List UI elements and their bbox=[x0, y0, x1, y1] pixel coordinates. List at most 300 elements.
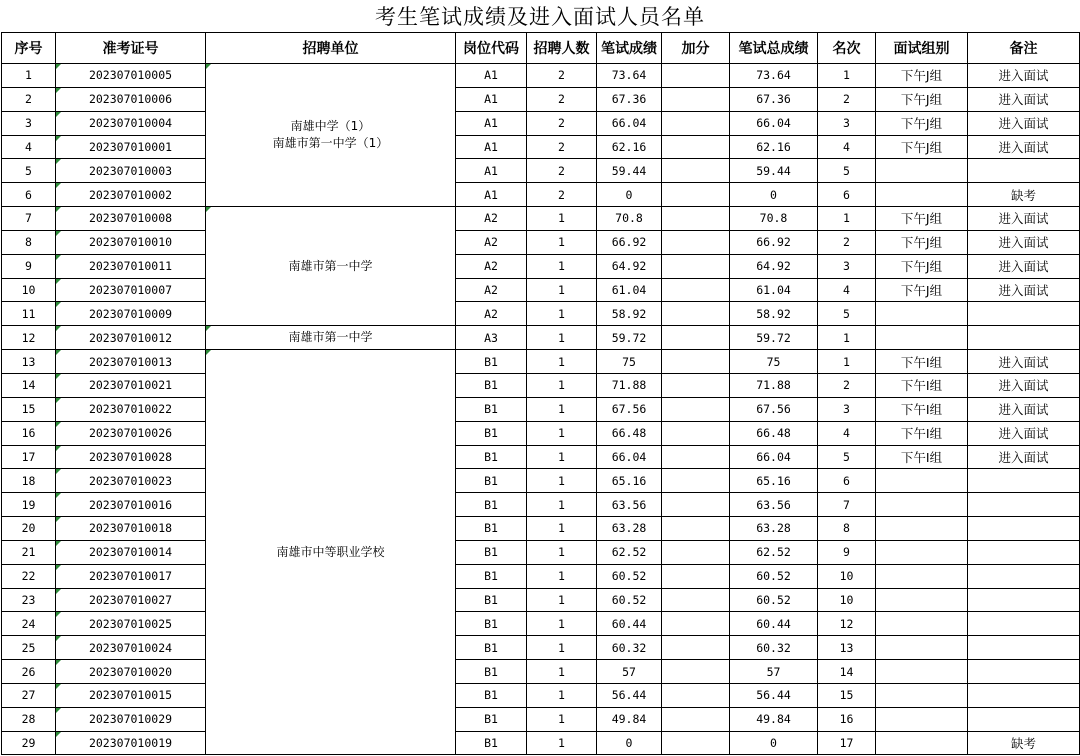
bonus-cell bbox=[662, 397, 730, 421]
rank-cell: 6 bbox=[818, 183, 876, 207]
table-row bbox=[2, 254, 1080, 278]
rank-cell: 3 bbox=[818, 111, 876, 135]
exam-id-cell: 202307010020 bbox=[56, 660, 206, 684]
exam-id-cell: 202307010015 bbox=[56, 683, 206, 707]
header-cell: 笔试成绩 bbox=[597, 33, 662, 64]
rank-cell: 3 bbox=[818, 254, 876, 278]
total-score-cell: 63.28 bbox=[730, 517, 818, 541]
hire-count-cell: 2 bbox=[527, 87, 597, 111]
written-score-cell: 62.52 bbox=[597, 540, 662, 564]
exam-id-cell: 202307010018 bbox=[56, 517, 206, 541]
remark-cell: 进入面试 bbox=[968, 397, 1080, 421]
table-row bbox=[2, 540, 1080, 564]
table-row bbox=[2, 588, 1080, 612]
interview-group-cell: 下午J组 bbox=[876, 64, 968, 88]
hire-count-cell: 1 bbox=[527, 683, 597, 707]
exam-id-cell: 202307010008 bbox=[56, 207, 206, 231]
interview-group-cell: 下午J组 bbox=[876, 111, 968, 135]
exam-id-cell: 202307010029 bbox=[56, 707, 206, 731]
rank-cell: 8 bbox=[818, 517, 876, 541]
exam-id-cell: 202307010007 bbox=[56, 278, 206, 302]
hire-count-cell: 1 bbox=[527, 326, 597, 350]
serial-cell: 27 bbox=[2, 683, 56, 707]
interview-group-cell bbox=[876, 540, 968, 564]
rank-cell: 16 bbox=[818, 707, 876, 731]
bonus-cell bbox=[662, 517, 730, 541]
total-score-cell: 59.72 bbox=[730, 326, 818, 350]
remark-cell bbox=[968, 683, 1080, 707]
written-score-cell: 70.8 bbox=[597, 207, 662, 231]
exam-id-cell: 202307010019 bbox=[56, 731, 206, 755]
serial-cell: 22 bbox=[2, 564, 56, 588]
rank-cell: 15 bbox=[818, 683, 876, 707]
hire-count-cell: 1 bbox=[527, 612, 597, 636]
exam-id-cell: 202307010010 bbox=[56, 230, 206, 254]
header-row bbox=[2, 33, 1080, 64]
remark-cell: 进入面试 bbox=[968, 87, 1080, 111]
bonus-cell bbox=[662, 207, 730, 231]
bonus-cell bbox=[662, 660, 730, 684]
total-score-cell: 60.44 bbox=[730, 612, 818, 636]
bonus-cell bbox=[662, 540, 730, 564]
hire-count-cell: 1 bbox=[527, 564, 597, 588]
interview-group-cell: 下午I组 bbox=[876, 350, 968, 374]
position-code-cell: B1 bbox=[456, 612, 527, 636]
interview-group-cell: 下午J组 bbox=[876, 254, 968, 278]
position-code-cell: B1 bbox=[456, 350, 527, 374]
bonus-cell bbox=[662, 636, 730, 660]
position-code-cell: B1 bbox=[456, 493, 527, 517]
header-cell: 加分 bbox=[662, 33, 730, 64]
table-row bbox=[2, 636, 1080, 660]
hire-count-cell: 1 bbox=[527, 278, 597, 302]
serial-cell: 1 bbox=[2, 64, 56, 88]
position-code-cell: B1 bbox=[456, 660, 527, 684]
serial-cell: 11 bbox=[2, 302, 56, 326]
interview-group-cell bbox=[876, 159, 968, 183]
interview-group-cell: 下午I组 bbox=[876, 397, 968, 421]
table-row bbox=[2, 302, 1080, 326]
bonus-cell bbox=[662, 230, 730, 254]
total-score-cell: 56.44 bbox=[730, 683, 818, 707]
exam-id-cell: 202307010006 bbox=[56, 87, 206, 111]
exam-id-cell: 202307010009 bbox=[56, 302, 206, 326]
bonus-cell bbox=[662, 135, 730, 159]
remark-cell: 进入面试 bbox=[968, 421, 1080, 445]
serial-cell: 4 bbox=[2, 135, 56, 159]
rank-cell: 2 bbox=[818, 373, 876, 397]
interview-group-cell: 下午J组 bbox=[876, 230, 968, 254]
position-code-cell: A1 bbox=[456, 111, 527, 135]
rank-cell: 2 bbox=[818, 230, 876, 254]
written-score-cell: 60.52 bbox=[597, 588, 662, 612]
exam-id-cell: 202307010014 bbox=[56, 540, 206, 564]
header-cell: 招聘单位 bbox=[206, 33, 456, 64]
table-row bbox=[2, 612, 1080, 636]
bonus-cell bbox=[662, 731, 730, 755]
hire-count-cell: 1 bbox=[527, 373, 597, 397]
written-score-cell: 73.64 bbox=[597, 64, 662, 88]
position-code-cell: B1 bbox=[456, 421, 527, 445]
exam-id-cell: 202307010028 bbox=[56, 445, 206, 469]
interview-group-cell: 下午J组 bbox=[876, 207, 968, 231]
remark-cell: 进入面试 bbox=[968, 111, 1080, 135]
written-score-cell: 63.28 bbox=[597, 517, 662, 541]
written-score-cell: 67.56 bbox=[597, 397, 662, 421]
remark-cell: 进入面试 bbox=[968, 278, 1080, 302]
serial-cell: 8 bbox=[2, 230, 56, 254]
table-row bbox=[2, 683, 1080, 707]
position-code-cell: A2 bbox=[456, 302, 527, 326]
header-cell: 准考证号 bbox=[56, 33, 206, 64]
remark-cell bbox=[968, 588, 1080, 612]
total-score-cell: 66.48 bbox=[730, 421, 818, 445]
table-row bbox=[2, 731, 1080, 755]
rank-cell: 10 bbox=[818, 588, 876, 612]
hire-count-cell: 2 bbox=[527, 111, 597, 135]
remark-cell bbox=[968, 540, 1080, 564]
interview-group-cell bbox=[876, 469, 968, 493]
total-score-cell: 61.04 bbox=[730, 278, 818, 302]
hire-count-cell: 1 bbox=[527, 469, 597, 493]
table-row bbox=[2, 445, 1080, 469]
position-code-cell: B1 bbox=[456, 445, 527, 469]
bonus-cell bbox=[662, 350, 730, 374]
table-row bbox=[2, 87, 1080, 111]
remark-cell bbox=[968, 564, 1080, 588]
hire-count-cell: 1 bbox=[527, 254, 597, 278]
serial-cell: 20 bbox=[2, 517, 56, 541]
exam-id-cell: 202307010012 bbox=[56, 326, 206, 350]
serial-cell: 7 bbox=[2, 207, 56, 231]
hire-count-cell: 1 bbox=[527, 731, 597, 755]
exam-id-cell: 202307010025 bbox=[56, 612, 206, 636]
exam-id-cell: 202307010017 bbox=[56, 564, 206, 588]
rank-cell: 7 bbox=[818, 493, 876, 517]
interview-group-cell bbox=[876, 660, 968, 684]
exam-id-cell: 202307010016 bbox=[56, 493, 206, 517]
interview-group-cell bbox=[876, 517, 968, 541]
employer-cell bbox=[206, 207, 456, 326]
rank-cell: 4 bbox=[818, 135, 876, 159]
header-cell: 招聘人数 bbox=[527, 33, 597, 64]
written-score-cell: 60.32 bbox=[597, 636, 662, 660]
position-code-cell: B1 bbox=[456, 683, 527, 707]
remark-cell: 进入面试 bbox=[968, 445, 1080, 469]
interview-group-cell bbox=[876, 707, 968, 731]
bonus-cell bbox=[662, 493, 730, 517]
hire-count-cell: 1 bbox=[527, 445, 597, 469]
employer-name: 南雄市中等职业学校 bbox=[276, 544, 385, 559]
serial-cell: 23 bbox=[2, 588, 56, 612]
table-row bbox=[2, 326, 1080, 350]
rank-cell: 9 bbox=[818, 540, 876, 564]
serial-cell: 25 bbox=[2, 636, 56, 660]
rank-cell: 2 bbox=[818, 87, 876, 111]
position-code-cell: A3 bbox=[456, 326, 527, 350]
exam-id-cell: 202307010003 bbox=[56, 159, 206, 183]
position-code-cell: A1 bbox=[456, 183, 527, 207]
position-code-cell: B1 bbox=[456, 731, 527, 755]
rank-cell: 5 bbox=[818, 445, 876, 469]
remark-cell: 进入面试 bbox=[968, 135, 1080, 159]
table-row bbox=[2, 660, 1080, 684]
written-score-cell: 66.04 bbox=[597, 111, 662, 135]
rank-cell: 10 bbox=[818, 564, 876, 588]
bonus-cell bbox=[662, 683, 730, 707]
serial-cell: 19 bbox=[2, 493, 56, 517]
exam-id-cell: 202307010023 bbox=[56, 469, 206, 493]
remark-cell: 进入面试 bbox=[968, 254, 1080, 278]
serial-cell: 14 bbox=[2, 373, 56, 397]
written-score-cell: 59.44 bbox=[597, 159, 662, 183]
header-cell: 岗位代码 bbox=[456, 33, 527, 64]
written-score-cell: 66.92 bbox=[597, 230, 662, 254]
employer-name: 南雄市第一中学 bbox=[288, 258, 373, 273]
total-score-cell: 62.16 bbox=[730, 135, 818, 159]
exam-id-cell: 202307010005 bbox=[56, 64, 206, 88]
hire-count-cell: 1 bbox=[527, 707, 597, 731]
written-score-cell: 65.16 bbox=[597, 469, 662, 493]
serial-cell: 17 bbox=[2, 445, 56, 469]
total-score-cell: 67.56 bbox=[730, 397, 818, 421]
total-score-cell: 64.92 bbox=[730, 254, 818, 278]
rank-cell: 5 bbox=[818, 159, 876, 183]
remark-cell bbox=[968, 493, 1080, 517]
hire-count-cell: 1 bbox=[527, 230, 597, 254]
employer-cell bbox=[206, 350, 456, 755]
bonus-cell bbox=[662, 111, 730, 135]
rank-cell: 3 bbox=[818, 397, 876, 421]
rank-cell: 13 bbox=[818, 636, 876, 660]
position-code-cell: B1 bbox=[456, 373, 527, 397]
total-score-cell: 63.56 bbox=[730, 493, 818, 517]
interview-group-cell bbox=[876, 493, 968, 517]
serial-cell: 21 bbox=[2, 540, 56, 564]
position-code-cell: A1 bbox=[456, 64, 527, 88]
written-score-cell: 56.44 bbox=[597, 683, 662, 707]
interview-group-cell: 下午I组 bbox=[876, 373, 968, 397]
table-row bbox=[2, 493, 1080, 517]
header-cell: 序号 bbox=[2, 33, 56, 64]
interview-group-cell bbox=[876, 636, 968, 660]
bonus-cell bbox=[662, 564, 730, 588]
remark-cell bbox=[968, 469, 1080, 493]
remark-cell bbox=[968, 660, 1080, 684]
remark-cell bbox=[968, 612, 1080, 636]
exam-id-cell: 202307010024 bbox=[56, 636, 206, 660]
remark-cell: 缺考 bbox=[968, 183, 1080, 207]
serial-cell: 24 bbox=[2, 612, 56, 636]
hire-count-cell: 2 bbox=[527, 183, 597, 207]
rank-cell: 4 bbox=[818, 421, 876, 445]
total-score-cell: 70.8 bbox=[730, 207, 818, 231]
position-code-cell: B1 bbox=[456, 517, 527, 541]
header-cell: 名次 bbox=[818, 33, 876, 64]
interview-group-cell: 下午J组 bbox=[876, 87, 968, 111]
table-row bbox=[2, 183, 1080, 207]
remark-cell bbox=[968, 707, 1080, 731]
written-score-cell: 64.92 bbox=[597, 254, 662, 278]
table-row bbox=[2, 564, 1080, 588]
interview-group-cell: 下午I组 bbox=[876, 421, 968, 445]
written-score-cell: 0 bbox=[597, 731, 662, 755]
table-row bbox=[2, 517, 1080, 541]
serial-cell: 16 bbox=[2, 421, 56, 445]
position-code-cell: B1 bbox=[456, 564, 527, 588]
hire-count-cell: 1 bbox=[527, 302, 597, 326]
exam-id-cell: 202307010026 bbox=[56, 421, 206, 445]
table-row bbox=[2, 111, 1080, 135]
remark-cell bbox=[968, 159, 1080, 183]
employer-cell bbox=[206, 326, 456, 350]
table-row bbox=[2, 397, 1080, 421]
interview-group-cell bbox=[876, 183, 968, 207]
table-row bbox=[2, 207, 1080, 231]
hire-count-cell: 2 bbox=[527, 64, 597, 88]
serial-cell: 12 bbox=[2, 326, 56, 350]
bonus-cell bbox=[662, 159, 730, 183]
exam-id-cell: 202307010022 bbox=[56, 397, 206, 421]
serial-cell: 3 bbox=[2, 111, 56, 135]
bonus-cell bbox=[662, 469, 730, 493]
interview-group-cell bbox=[876, 302, 968, 326]
written-score-cell: 59.72 bbox=[597, 326, 662, 350]
written-score-cell: 67.36 bbox=[597, 87, 662, 111]
employer-name: 南雄市第一中学（1） bbox=[272, 136, 389, 151]
interview-group-cell: 下午J组 bbox=[876, 135, 968, 159]
position-code-cell: B1 bbox=[456, 469, 527, 493]
rank-cell: 1 bbox=[818, 64, 876, 88]
table-row bbox=[2, 469, 1080, 493]
rank-cell: 6 bbox=[818, 469, 876, 493]
bonus-cell bbox=[662, 707, 730, 731]
total-score-cell: 0 bbox=[730, 183, 818, 207]
position-code-cell: A1 bbox=[456, 159, 527, 183]
hire-count-cell: 2 bbox=[527, 135, 597, 159]
exam-id-cell: 202307010001 bbox=[56, 135, 206, 159]
hire-count-cell: 1 bbox=[527, 540, 597, 564]
rank-cell: 1 bbox=[818, 326, 876, 350]
position-code-cell: B1 bbox=[456, 707, 527, 731]
exam-id-cell: 202307010027 bbox=[56, 588, 206, 612]
written-score-cell: 60.52 bbox=[597, 564, 662, 588]
header-cell: 面试组别 bbox=[876, 33, 968, 64]
written-score-cell: 66.04 bbox=[597, 445, 662, 469]
exam-id-cell: 202307010011 bbox=[56, 254, 206, 278]
total-score-cell: 66.04 bbox=[730, 445, 818, 469]
remark-cell: 进入面试 bbox=[968, 207, 1080, 231]
total-score-cell: 66.92 bbox=[730, 230, 818, 254]
interview-group-cell bbox=[876, 612, 968, 636]
remark-cell: 进入面试 bbox=[968, 350, 1080, 374]
exam-id-cell: 202307010021 bbox=[56, 373, 206, 397]
total-score-cell: 0 bbox=[730, 731, 818, 755]
table-row bbox=[2, 707, 1080, 731]
written-score-cell: 62.16 bbox=[597, 135, 662, 159]
remark-cell: 缺考 bbox=[968, 731, 1080, 755]
total-score-cell: 49.84 bbox=[730, 707, 818, 731]
written-score-cell: 75 bbox=[597, 350, 662, 374]
position-code-cell: B1 bbox=[456, 540, 527, 564]
rank-cell: 17 bbox=[818, 731, 876, 755]
interview-group-cell bbox=[876, 326, 968, 350]
written-score-cell: 57 bbox=[597, 660, 662, 684]
interview-group-cell: 下午J组 bbox=[876, 278, 968, 302]
hire-count-cell: 1 bbox=[527, 636, 597, 660]
employer-cell bbox=[206, 64, 456, 207]
bonus-cell bbox=[662, 254, 730, 278]
hire-count-cell: 1 bbox=[527, 493, 597, 517]
document-title: 考生笔试成绩及进入面试人员名单 bbox=[375, 5, 705, 29]
bonus-cell bbox=[662, 278, 730, 302]
bonus-cell bbox=[662, 87, 730, 111]
bonus-cell bbox=[662, 302, 730, 326]
written-score-cell: 61.04 bbox=[597, 278, 662, 302]
total-score-cell: 60.52 bbox=[730, 588, 818, 612]
rank-cell: 1 bbox=[818, 207, 876, 231]
hire-count-cell: 1 bbox=[527, 660, 597, 684]
rank-cell: 1 bbox=[818, 350, 876, 374]
position-code-cell: B1 bbox=[456, 636, 527, 660]
serial-cell: 5 bbox=[2, 159, 56, 183]
serial-cell: 15 bbox=[2, 397, 56, 421]
table-row bbox=[2, 135, 1080, 159]
remark-cell: 进入面试 bbox=[968, 230, 1080, 254]
remark-cell bbox=[968, 302, 1080, 326]
total-score-cell: 75 bbox=[730, 350, 818, 374]
written-score-cell: 0 bbox=[597, 183, 662, 207]
remark-cell bbox=[968, 517, 1080, 541]
position-code-cell: A1 bbox=[456, 87, 527, 111]
interview-group-cell bbox=[876, 683, 968, 707]
written-score-cell: 58.92 bbox=[597, 302, 662, 326]
exam-id-cell: 202307010013 bbox=[56, 350, 206, 374]
table-row bbox=[2, 278, 1080, 302]
exam-id-cell: 202307010004 bbox=[56, 111, 206, 135]
total-score-cell: 60.52 bbox=[730, 564, 818, 588]
serial-cell: 28 bbox=[2, 707, 56, 731]
total-score-cell: 60.32 bbox=[730, 636, 818, 660]
bonus-cell bbox=[662, 183, 730, 207]
table-row bbox=[2, 159, 1080, 183]
table-body bbox=[2, 64, 1080, 755]
total-score-cell: 65.16 bbox=[730, 469, 818, 493]
table-row bbox=[2, 350, 1080, 374]
total-score-cell: 67.36 bbox=[730, 87, 818, 111]
serial-cell: 13 bbox=[2, 350, 56, 374]
written-score-cell: 63.56 bbox=[597, 493, 662, 517]
interview-group-cell bbox=[876, 588, 968, 612]
remark-cell: 进入面试 bbox=[968, 64, 1080, 88]
written-score-cell: 60.44 bbox=[597, 612, 662, 636]
interview-group-cell bbox=[876, 564, 968, 588]
bonus-cell bbox=[662, 326, 730, 350]
serial-cell: 18 bbox=[2, 469, 56, 493]
table-row bbox=[2, 230, 1080, 254]
table-row bbox=[2, 373, 1080, 397]
bonus-cell bbox=[662, 612, 730, 636]
employer-name: 南雄中学（1） bbox=[290, 119, 371, 134]
serial-cell: 10 bbox=[2, 278, 56, 302]
total-score-cell: 66.04 bbox=[730, 111, 818, 135]
position-code-cell: A1 bbox=[456, 135, 527, 159]
header-cell: 备注 bbox=[968, 33, 1080, 64]
total-score-cell: 58.92 bbox=[730, 302, 818, 326]
total-score-cell: 57 bbox=[730, 660, 818, 684]
remark-cell: 进入面试 bbox=[968, 373, 1080, 397]
rank-cell: 14 bbox=[818, 660, 876, 684]
